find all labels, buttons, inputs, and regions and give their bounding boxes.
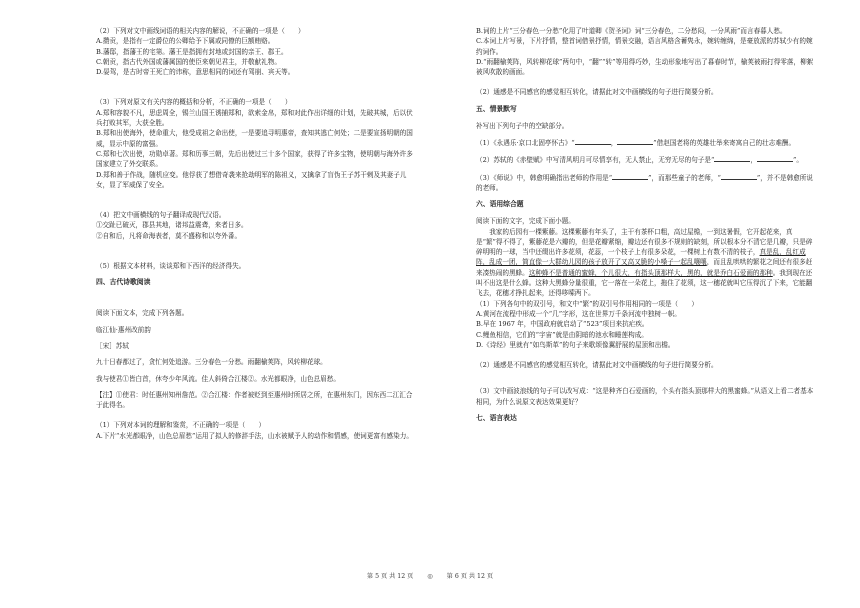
left-column (96, 26, 418, 441)
option-b: B.藩邸，指藩王的宅第。藩王是指拥有封地或封国的亲王、郡王。 (96, 47, 288, 56)
poem-note: 【注】①使君：时任惠州知州詹范。②合江楼：作者被贬到至惠州时所居之所，在惠州东门，因东西二江汇合于此得名。 (96, 390, 413, 410)
option-b: B.早在 1967 年，中国政府就启动了“523”项目来抗疟疾。 (476, 320, 649, 329)
option-d: D.《诗经》里就有“如鸟斯革”的句子来歌颂像翼舒展的屋顶和出檐。 (476, 340, 675, 349)
passage-question-3: （3）文中画波浪线的句子可以改写成：“这是种齐白石爱画的，个头有指头顶那样大的黑蜜蜂。”从语义上看二者基本相同，为什么说原文表达效果更好？ (476, 387, 814, 406)
option-b: B.郑和出使海外，使命重大，他受成祖之命出使，一是要追寻明惠帝，查知其逃亡何处；二是要宣扬明朝的国威，显示中原的富强。 (96, 129, 413, 148)
question-1-stem: （1）下列对本词的理解和鉴赏，不正确的一项是（ ） (96, 421, 266, 430)
passage-question-1: （1）下列各句中的双引号，和文中“繁”的双引号作用相同的一项是（ ） (476, 299, 698, 308)
answer-blank[interactable] (575, 137, 611, 145)
question-3-stem: （3）下列对原文有关内容的概括和分析，不正确的一项是（ ） (96, 98, 292, 107)
answer-blank[interactable] (612, 172, 648, 180)
option-a: A.郑和容貌不凡，思虑周全，锡兰山国王诱捕郑和，欲索金帛，郑和对此作出详细的计划，先破其城，后以伏兵打败其军，大获全胜。 (96, 108, 413, 128)
section-6-heading: 六、语用综合题 (476, 200, 524, 209)
passage-body: 我家的后园有一棵紫藤。这棵紫藤有年头了，主干有茶杯口粗，高过屋檐，一到这暑假，它开起花来，真是“繁”得不得了，紫藤花是六瓣的，但是花瓣紧缩，瓣边还有很多不规则的缺刻，所以根本分不清它是几瓣，只是碎碎明明的一球，当中还缀出许多花须，花蕊，一个枝子上有很多朵花，一棵树上有数不清的枝子，真是乱，乱红成阵，乱成一团，简直像一大群幼儿园的孩子放开了又高又脆的小嗓子一起乱嚷嚷，而且乱哄哄的繁花之间还有很多赶来凑热闹的黑蜂。这种蜂不是普通的蜜蜂，个儿很大，有指头顶那样大，黑的，就是乔白石爱画的那种。我到现在还叫不出这是什么蜂。这种大黑蜂分量很重，它一落在一朵花上，拖住了花须，这一穗花就叫它压得沉了下来，它能翻飞去，花穗才挣扎起来，还得哆嗦两下。 (476, 227, 813, 298)
option-a: A.攒贡，是指有一定爵位的公卿给予下属或同僚的巨额贿赂。 (96, 37, 275, 46)
option-a: A.下片“水光都眼净，山色总眉愁”运用了拟人的修辞手法，山水被赋予人的动作和情感，使词更富有感染力。 (96, 431, 413, 440)
underlined-sentence: 真是乱，乱红成阵，乱成一团，简直像一大群幼儿园的孩子放开了又高又脆的小嗓子一起乱嚷嚷 (476, 248, 806, 267)
fill-question-1: （1）《永遇乐·京口北固亭怀古》“ ， ”借赵国老将的英雄壮举来寄寓自己的壮志难酬。 (476, 139, 796, 148)
passage-question-2: （2）通感是不同感官的感觉相互转化，请据此对文中画横线的句子进行简要分析。 (476, 361, 718, 370)
poem-question-2: （2）通感是不同感官的感觉相互转化，请据此对文中画横线的句子进行简要分析。 (476, 88, 718, 97)
option-c: C.朝贡，指古代外国或藩属国的使臣来朝见君主，并敬献礼物。 (96, 57, 281, 66)
right-column (476, 26, 814, 424)
option-a: A.黄河在流程中形成一个“几”字形，这在世界万千条河流中独树一帜。 (476, 309, 681, 318)
translation-item-2: ②自和后，凡将命海表者，莫不盛称和以夸外番。 (96, 231, 242, 240)
option-b: B.词的上片“三分春色一分愁”化用了叶道卿《贺圣词》词“三分春色，二分愁闷，一分风雨”而言春暮人愁。 (476, 27, 787, 35)
option-c: C.鲤鱼相信，它们的“宇宙”就是由阴暗的池水和睡莲构成。 (476, 330, 648, 339)
fill-intro: 补写出下列句子中的空缺部分。 (476, 121, 569, 130)
section-4-heading: 四、古代诗歌阅读 (96, 278, 151, 287)
section-7-heading: 七、语言表达 (476, 414, 517, 423)
poem-title: 临江仙·惠州改前韵 (96, 325, 151, 334)
answer-blank[interactable] (721, 172, 757, 180)
page-footer (0, 571, 860, 580)
page-number-right: 第 6 页 共 12 页 (446, 573, 494, 580)
option-c: C.本词上片写景，下片抒情，整首词借景抒情，情景交融，语言风格含蓄隽永，婉转缠绵，是豪放派的苏轼少有的婉约词作。 (476, 37, 813, 56)
option-d: D.晏驾，是古时帝王死亡的讳称，意思相同的词还有驾崩、宾天等。 (96, 68, 295, 77)
passage-intro: 阅读下面的文字，完成下面小题。 (476, 217, 575, 226)
question-4-stem: （4）把文中画横线的句子翻译成现代汉语。 (96, 211, 226, 220)
translation-item-1: ①交趾已破灭，郡县其地，诸邦益震聋，来者日多。 (96, 221, 248, 230)
poem-line-1: 九十日春都过了，贪忙何处追游。三分春色一分愁。雨翻榆荚阵，风转柳花球。 (96, 358, 327, 367)
right-page (430, 0, 860, 608)
poem-line-2: 我与使君①皆白首，休夸少年风流。佳人斜倚合江楼②。水光都眼净，山色总眉愁。 (96, 374, 340, 383)
option-d: D.“雨翻榆荚阵，风转柳花球”两句中，“翻”“转”等用得巧妙，生动形象地写出了暮春时节，榆荚被雨打得零落，柳絮被风吹散的画面。 (476, 57, 814, 77)
answer-blank[interactable] (757, 154, 793, 162)
wavy-underlined-sentence: 这种蜂不是普通的蜜蜂，个儿很大，有指头顶那样大，黑的，就是乔白石爱画的那种 (528, 268, 773, 277)
poem-intro: 阅读下面文本，完成下列各题。 (96, 309, 189, 318)
answer-blank[interactable] (617, 137, 653, 145)
separator-icon: ◎ (427, 573, 433, 580)
section-5-heading: 五、情景默写 (476, 104, 517, 113)
option-d: D.郑和善于作战，随机应变。他俘获了想借奇袭来抢劫明军的陈祖义，又擒拿了盲伪王子苏干剌及其妻子儿女，显了军威保了安全。 (96, 170, 407, 189)
page-number-left: 第 5 页 共 12 页 (366, 573, 414, 580)
option-c: C.郑和七次出使，功勋卓著。郑和历事三朝，先后出使过三十多个国家，获得了许多宝物，使明朝与海外许多国家建立了外交联系。 (96, 149, 413, 169)
fill-question-3: （3）《师说》中，韩愈明确指出老师的作用是“ ”，而那些童子的老师，“ ”，并不是韩愈所说的老师。 (476, 173, 813, 192)
question-5-stem: （5）根据文本材料，谈谈郑和下西洋的经济得失。 (96, 262, 246, 271)
answer-blank[interactable] (714, 154, 750, 162)
question-2-stem: （2）下列对文中画线词语的相关内容的解说，不正确的一项是（ ） (96, 27, 305, 35)
poem-author: ［宋］苏轼 (96, 341, 129, 350)
fill-question-2: （2）苏轼的《赤壁赋》中写清风明月可尽情享有，无人禁止，无穷无尽的句子是“ ， ”。 (476, 156, 803, 165)
